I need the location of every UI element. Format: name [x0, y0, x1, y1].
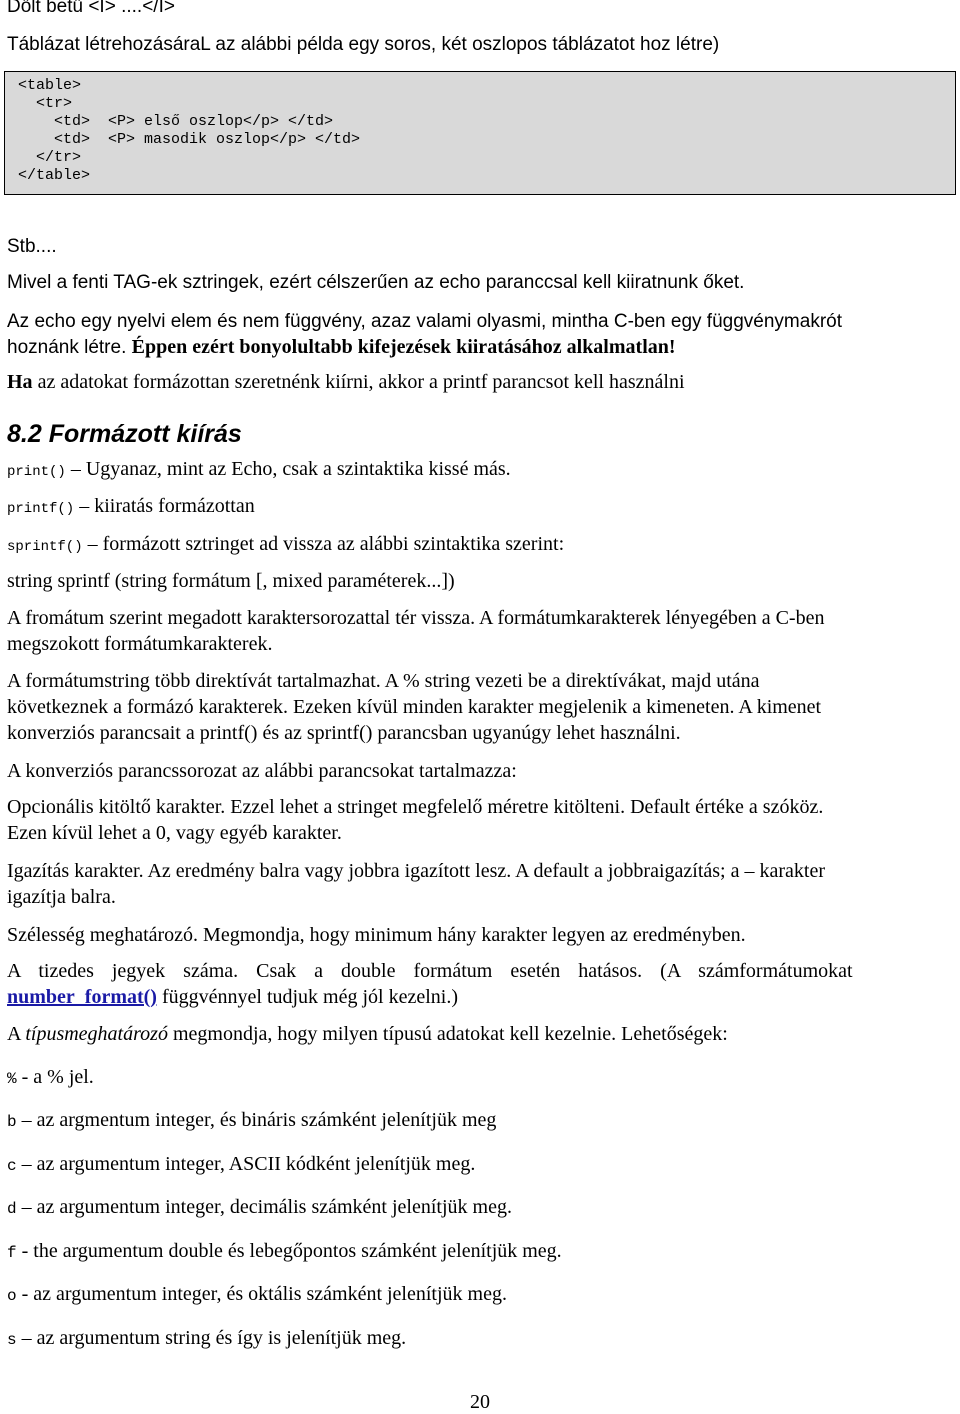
- type-code: f: [7, 1244, 17, 1262]
- code-line: <table>: [18, 77, 82, 94]
- type-desc: az argumentum string és így is jelenítjük meg.: [36, 1327, 407, 1349]
- page-number: 20: [470, 1391, 490, 1413]
- type-desc: a % jel.: [33, 1066, 94, 1088]
- section-heading: 8.2 Formázott kiírás: [7, 420, 242, 448]
- type-item: [7, 1153, 475, 1176]
- code-line: </table>: [18, 167, 91, 184]
- dash-separator: –: [82, 533, 103, 555]
- type-specifier-term: típusmeghatározó: [25, 1023, 168, 1045]
- type-desc: az argmentum integer, és bináris számként jelenítjük meg: [36, 1109, 497, 1131]
- paragraph-line: Opcionális kitöltő karakter. Ezzel lehet a stringet megfelelő méretre kitölteni. Default értéke a szóköz.: [7, 796, 824, 818]
- function-desc: Ugyanaz, mint az Echo, csak a szintaktika kissé más.: [85, 458, 511, 480]
- code-line: <tr>: [18, 95, 73, 112]
- dash-separator: –: [16, 1196, 37, 1218]
- type-desc: the argumentum double és lebegőpontos számként jelenítjük meg.: [33, 1240, 562, 1262]
- type-item: [7, 1240, 562, 1263]
- echo-line-2-text: hoznánk létre.: [7, 337, 132, 358]
- paragraph-line: [7, 986, 458, 1009]
- printf-hint-text: az adatokat formázottan szeretnénk kiírni, akkor a printf parancsot kell használni: [32, 371, 685, 393]
- stb-line: Stb....: [7, 236, 57, 257]
- type-code: c: [7, 1157, 17, 1175]
- function-desc: kiiratás formázottan: [94, 495, 255, 517]
- ha-bold: Ha: [7, 371, 33, 393]
- type-desc: az argumentum integer, és oktális számként jelenítjük meg.: [33, 1283, 507, 1305]
- dash-separator: -: [16, 1283, 34, 1305]
- sprintf-signature: string sprintf (string formátum [, mixed paraméterek...]): [7, 570, 455, 592]
- echo-warning-bold: Éppen ezért bonyolultabb kifejezések kiiratásához alkalmatlan!: [131, 336, 676, 358]
- function-name: sprintf(): [7, 539, 83, 555]
- dash-separator: –: [65, 458, 86, 480]
- dash-separator: -: [16, 1066, 34, 1088]
- function-item-printf: [7, 495, 255, 518]
- italic-tag-line: Dőlt betű <I> ....</I>: [7, 0, 175, 17]
- type-item: [7, 1066, 94, 1089]
- paragraph-line: Ezen kívül lehet a 0, vagy egyéb karakter.: [7, 822, 342, 844]
- dash-separator: –: [74, 495, 95, 517]
- function-desc: formázott sztringet ad vissza az alábbi szintaktika szerint:: [102, 533, 565, 555]
- dash-separator: –: [16, 1327, 37, 1349]
- paragraph-line: igazítja balra.: [7, 886, 116, 908]
- paragraph-line: A tizedes jegyek száma. Csak a double formátum esetén hatásos. (A számformátumokat: [7, 960, 853, 982]
- tag-strings-line: Mivel a fenti TAG-ek sztringek, ezért célszerűen az echo paranccsal kell kiiratnunk őket.: [7, 272, 745, 293]
- type-code: d: [7, 1200, 17, 1218]
- paragraph-text: megmondja, hogy milyen típusú adatokat kell kezelnie. Lehetőségek:: [167, 1023, 728, 1045]
- dash-separator: –: [16, 1109, 37, 1131]
- paragraph-text: függvénnyel tudjuk még jól kezelni.): [156, 986, 459, 1008]
- printf-hint-line: [7, 371, 685, 394]
- code-line: </tr>: [18, 149, 82, 166]
- type-code: b: [7, 1113, 17, 1131]
- type-desc: az argumentum integer, decimális számként jelenítjük meg.: [36, 1196, 512, 1218]
- type-item: [7, 1327, 406, 1350]
- paragraph-line: [7, 1023, 728, 1046]
- echo-line-1: Az echo egy nyelvi elem és nem függvény, azaz valami olyasmi, mintha C-ben egy függvénymakrót: [7, 311, 842, 332]
- paragraph-line: Szélesség meghatározó. Megmondja, hogy minimum hány karakter legyen az eredményben.: [7, 924, 746, 946]
- dash-separator: –: [16, 1153, 37, 1175]
- function-item-print: [7, 458, 511, 481]
- paragraph-text: A: [7, 1023, 26, 1045]
- echo-line-2: [7, 336, 676, 359]
- code-line: <td> <P> masodik oszlop</p> </td>: [18, 131, 361, 148]
- type-code: s: [7, 1331, 17, 1349]
- function-item-sprintf: [7, 533, 564, 556]
- code-example-box: [4, 71, 956, 195]
- paragraph-line: következnek a formázó karakterek. Ezeken kívül minden karakter megjelenik a kimeneten. A kimenet: [7, 696, 822, 718]
- table-intro-line: Táblázat létrehozásáraL az alábbi példa egy soros, két oszlopos táblázatot hoz létre): [7, 34, 720, 55]
- paragraph-line: Igazítás karakter. Az eredmény balra vagy jobbra igazított lesz. A default a jobbraigazítás; a – karakter: [7, 860, 825, 882]
- paragraph-line: megszokott formátumkarakterek.: [7, 633, 273, 655]
- type-item: [7, 1109, 496, 1132]
- paragraph-line: A formátumstring több direktívát tartalmazhat. A % string vezeti be a direktívákat, majd utána: [7, 670, 760, 692]
- code-line: <td> <P> első oszlop</p> </td>: [18, 113, 334, 130]
- type-code: o: [7, 1287, 17, 1305]
- dash-separator: -: [16, 1240, 34, 1262]
- paragraph-line: konverziós parancsait a printf() és az sprintf() parancsban ugyanúgy lehet használni.: [7, 722, 681, 744]
- paragraph-line: A fromátum szerint megadott karaktersorozattal tér vissza. A formátumkarakterek lényegében a C-ben: [7, 607, 825, 629]
- function-name: print(): [7, 464, 66, 480]
- type-item: [7, 1196, 512, 1219]
- type-desc: az argumentum integer, ASCII kódként jelenítjük meg.: [36, 1153, 476, 1175]
- type-code: %: [7, 1070, 17, 1088]
- number-format-link[interactable]: number_format(): [7, 986, 157, 1008]
- function-name: printf(): [7, 501, 75, 517]
- type-item: [7, 1283, 507, 1306]
- paragraph-line: A konverziós parancssorozat az alábbi parancsokat tartalmazza:: [7, 760, 517, 782]
